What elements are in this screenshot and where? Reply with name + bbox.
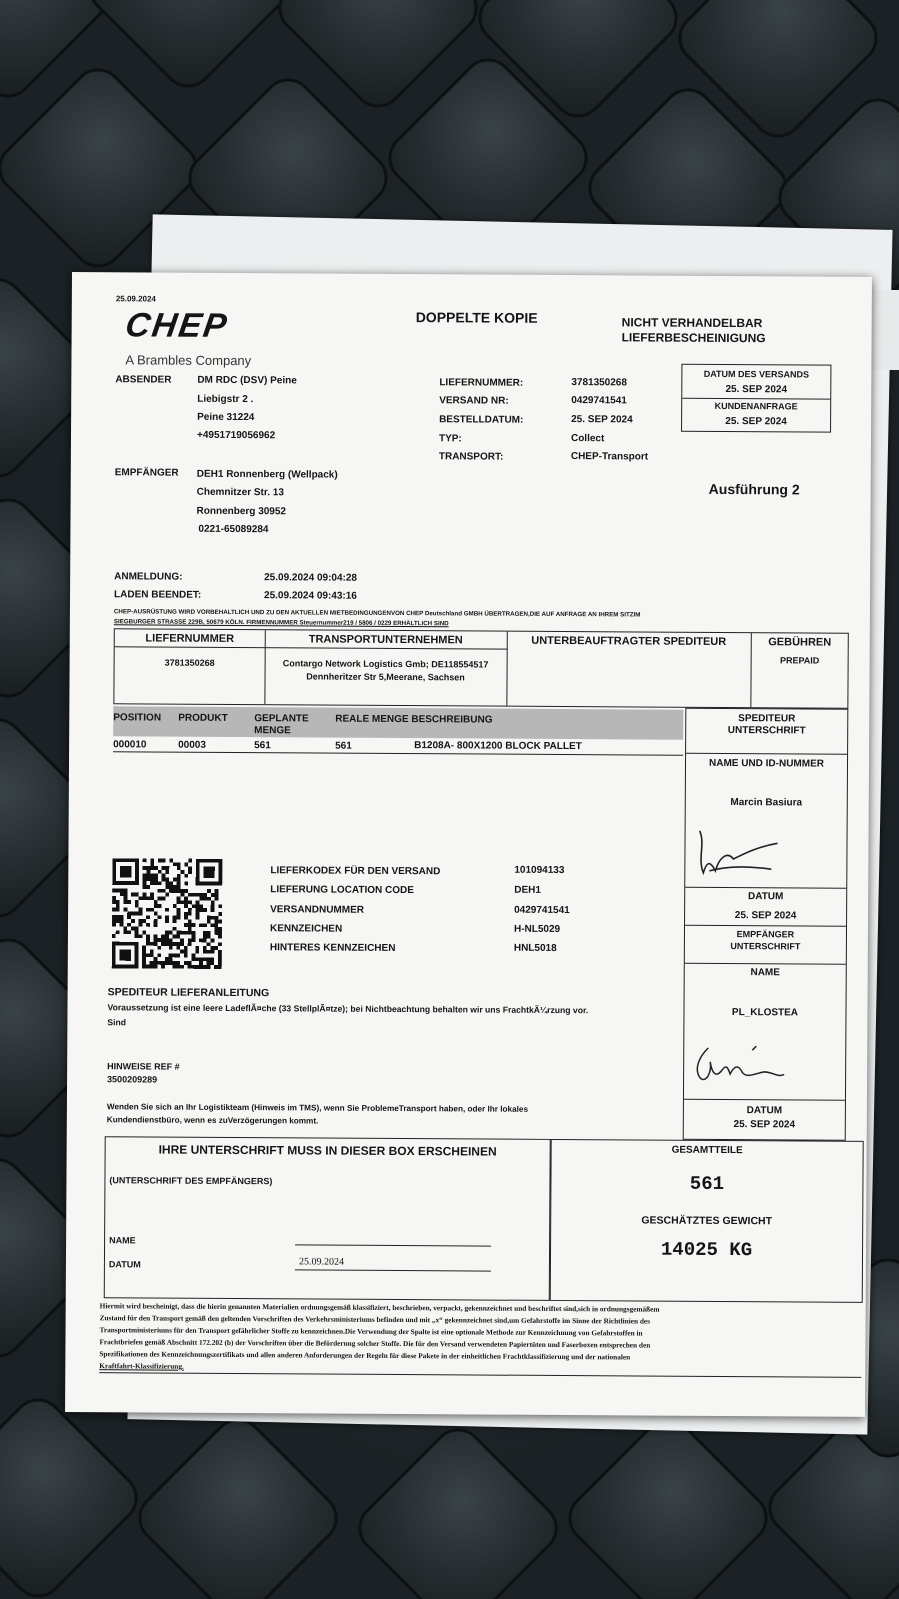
shipping-number-label: VERSAND NR:: [439, 395, 509, 407]
license-plate-value: H-NL5029: [513, 923, 561, 935]
fees-value: PREPAID: [779, 655, 820, 666]
sender-phone: +4951719056962: [196, 429, 276, 442]
recipient-name-label: NAME: [750, 967, 780, 979]
rental-disclaimer-line1: CHEP-AUSRÜSTUNG WIRD VORBEHALTLICH UND ZU DEN AKTUELLEN MIETBEDINGUNGENVON CHEP Deutschland GMBH ÜBERTRAGEN,DIE AUF ANFRAGE AN IHREM SITZIM: [113, 608, 641, 619]
delivery-certificate-label: LIEFERBESCHEINIGUNG: [621, 330, 766, 346]
recipient-signature-label: EMPFÄNGER: [736, 929, 795, 940]
total-parts-label: GESAMTTEILE: [671, 1144, 743, 1157]
items-col-planned-qty: MENGE: [254, 725, 291, 737]
carrier-instruction-text: Voraussetzung ist eine leere LadeflÃ¤che (33 StellplÃ¤tze); bei Nichtbeachtung behalten wir uns FrachtkÃ¼rzung vor.: [107, 1002, 589, 1016]
customer-request-value: 25. SEP 2024: [725, 415, 787, 428]
item-product: 00003: [178, 739, 206, 751]
carrier-table: [113, 628, 848, 708]
location-code-value: DEH1: [514, 884, 541, 896]
item-real-qty: 561: [335, 740, 352, 752]
total-parts-value: 561: [689, 1172, 725, 1195]
item-description: B1208A- 800X1200 BLOCK PALLET: [414, 740, 582, 753]
estimated-weight-value: 14025 KG: [660, 1238, 753, 1262]
delivery-number-value: 3781350268: [571, 377, 627, 389]
customer-request-label: KUNDENANFRAGE: [714, 400, 798, 412]
carrier-col-delivery-number: LIEFERNUMMER: [145, 632, 235, 645]
recipient-street: Chemnitzer Str. 13: [196, 486, 284, 499]
carrier-date-label: DATUM: [747, 891, 784, 903]
carrier-signature-label-2: UNTERSCHRIFT: [727, 725, 806, 737]
check-in-value: 25.09.2024 09:04:28: [264, 572, 358, 584]
execution-number: Ausführung 2: [708, 480, 800, 498]
brand-tagline: A Brambles Company: [125, 352, 252, 369]
shipping-no-value: 0429741541: [514, 904, 570, 917]
signature-side-panel: [683, 708, 849, 1141]
check-in-label: ANMELDUNG:: [114, 571, 183, 583]
items-col-real-qty-desc: REALE MENGE BESCHREIBUNG: [335, 713, 493, 726]
items-col-position: POSITION: [113, 712, 162, 724]
recipient-name: DEH1 Ronnenberg (Wellpack): [196, 468, 338, 481]
sender-name: DM RDC (DSV) Peine: [197, 374, 297, 387]
carrier-col-transport-company: TRANSPORTUNTERNEHMEN: [308, 633, 463, 647]
signature-box-subtitle: (UNTERSCHRIFT DES EMPFÄNGERS): [109, 1175, 273, 1187]
rear-plate-value: HNL5018: [513, 942, 557, 954]
totals-box: [550, 1139, 864, 1303]
rental-disclaimer-line2: SIEGBURGER STRASSE 229B, 50679 KÖLN. FIRMENNUMMER Steuernummer219 / 5806 / 0229 ERHÄLTLICH SIND: [113, 618, 449, 628]
delivery-note-document: [65, 272, 872, 1417]
legal-text-line1: Hiermit wird bescheinigt, dass die hierin genannten Materialien ordnungsgemäß klassifiziert, beschrieben, verpackt, gekennzeichnet und beschriftet sind,sich in ordnungsgemäßem: [99, 1301, 660, 1314]
legal-text-line4: Frachtbriefen gemäß Abschnitt 172.202 (b) der Vorschriften über die Beförderung solcher Stoffe. Die für den Versand verwendeten Papiertüten und Faserboxen entsprechen den: [99, 1337, 651, 1350]
shipping-number-value: 0429741541: [571, 395, 627, 407]
reference-value: 3500209289: [107, 1074, 158, 1085]
transport-label: TRANSPORT:: [438, 451, 504, 463]
legal-text-line2: Zustand für den Transport gemäß den geltenden Vorschriften des Verkehrsministeriums befinden und mit „x“ gekennzeichnet sind,um Gefahrstoffe im Sinne der Richtlinien des: [99, 1313, 651, 1326]
item-position: 000010: [113, 739, 147, 751]
carrier-company-address: Dennheritzer Str 5,Meerane, Sachsen: [306, 671, 465, 683]
sign-date-value: 25.09.2024: [298, 1256, 344, 1268]
type-label: TYP:: [438, 433, 462, 445]
carrier-instruction-text-2: Sind: [107, 1017, 127, 1028]
carrier-signature-label: SPEDITEUR: [738, 713, 796, 725]
recipient-city: Ronnenberg 30952: [196, 505, 287, 518]
recipient-name-value: PL_KLOSTEA: [731, 1007, 799, 1019]
name-id-label: NAME UND ID-NUMMER: [708, 757, 825, 770]
carrier-driver-name: Marcin Basiura: [730, 797, 803, 809]
signature-box-title: IHRE UNTERSCHRIFT MUSS IN DIESER BOX ERSCHEINEN: [158, 1142, 497, 1159]
carrier-signature: [693, 829, 783, 880]
signature-box: [104, 1136, 551, 1301]
items-col-planned: GEPLANTE: [254, 713, 309, 725]
qr-code: [112, 856, 223, 971]
sign-date-label: DATUM: [108, 1259, 141, 1270]
carrier-date-value: 25. SEP 2024: [734, 910, 797, 922]
loading-finished-label: LADEN BEENDET:: [113, 589, 202, 601]
estimated-weight-label: GESCHÄTZTES GEWICHT: [641, 1214, 773, 1228]
delivery-code-value: 101094133: [514, 864, 565, 877]
recipient-signature: [692, 1044, 792, 1093]
chep-logo: CHEP: [122, 306, 231, 345]
item-planned-qty: 561: [254, 740, 271, 752]
sender-label: ABSENDER: [115, 374, 172, 386]
legal-text-line5: Spezifikationen des Kennzeichnungszertifikats und allen anderen Anforderungen der Regeln für diese Pakete in der einheitlichen Frachtklassifizierung und der nationalen: [99, 1349, 631, 1362]
sender-city: Peine 31224: [197, 411, 255, 424]
delivery-number-label: LIEFERNUMMER:: [439, 377, 524, 389]
shipping-no-label: VERSANDNUMMER: [270, 904, 365, 916]
subcontracted-carrier-header: UNTERBEAUFTRAGTER SPEDITEUR: [531, 634, 727, 649]
reference-label: HINWEISE REF #: [107, 1061, 180, 1072]
items-col-product: PRODUKT: [178, 712, 228, 724]
print-date: 25.09.2024: [115, 294, 156, 304]
recipient-label: EMPFÄNGER: [114, 467, 179, 479]
type-value: Collect: [570, 433, 605, 445]
order-date-value: 25. SEP 2024: [571, 414, 633, 426]
recipient-date-label: DATUM: [746, 1105, 783, 1117]
recipient-phone: 0221-65089284: [198, 523, 269, 536]
location-code-label: LIEFERUNG LOCATION CODE: [270, 884, 414, 897]
license-plate-label: KENNZEICHEN: [269, 923, 343, 935]
shipping-date-label: DATUM DES VERSANDS: [703, 368, 810, 380]
carrier-instruction-title: SPEDITEUR LIEFERANLEITUNG: [107, 986, 270, 1000]
carrier-company-name: Contargo Network Logistics Gmb; DE118554517: [282, 658, 489, 670]
document-title: DOPPELTE KOPIE: [415, 309, 538, 326]
recipient-signature-label-2: UNTERSCHRIFT: [730, 941, 801, 952]
transport-value: CHEP-Transport: [570, 451, 649, 463]
sign-name-label: NAME: [109, 1235, 136, 1246]
legal-text-line3: Transportministeriums für den Transport gefährlicher Stoffe zu kennzeichnen.Die Verwendung der Spalte ist eine optionale Methode zur Kennzeichnung von Gefahrstoffen in: [99, 1325, 643, 1338]
order-date-label: BESTELLDATUM:: [439, 414, 524, 426]
rear-plate-label: HINTERES KENNZEICHEN: [269, 942, 396, 954]
non-negotiable-label: NICHT VERHANDELBAR: [621, 315, 763, 331]
recipient-date-value: 25. SEP 2024: [733, 1119, 796, 1131]
shipping-date-value: 25. SEP 2024: [725, 383, 788, 396]
loading-finished-value: 25.09.2024 09:43:16: [263, 590, 357, 602]
date-box: [681, 364, 831, 433]
legal-text-line6: Kraftfahrt-Klassifizierung.: [99, 1361, 184, 1371]
delivery-code-label: LIEFERKODEX FÜR DEN VERSAND: [270, 865, 441, 878]
carrier-delivery-number: 3781350268: [164, 657, 215, 668]
contact-note-line1: Wenden Sie sich an Ihr Logistikteam (Hinweis im TMS), wenn Sie ProblemeTransport haben, oder Ihr lokales: [106, 1102, 529, 1114]
sender-street: Liebigstr 2 .: [197, 393, 254, 406]
contact-note-line2: Kundendienstbüro, wenn es zuVerzögerungen kommt.: [106, 1115, 319, 1126]
fees-header: GEBÜHREN: [768, 636, 832, 649]
